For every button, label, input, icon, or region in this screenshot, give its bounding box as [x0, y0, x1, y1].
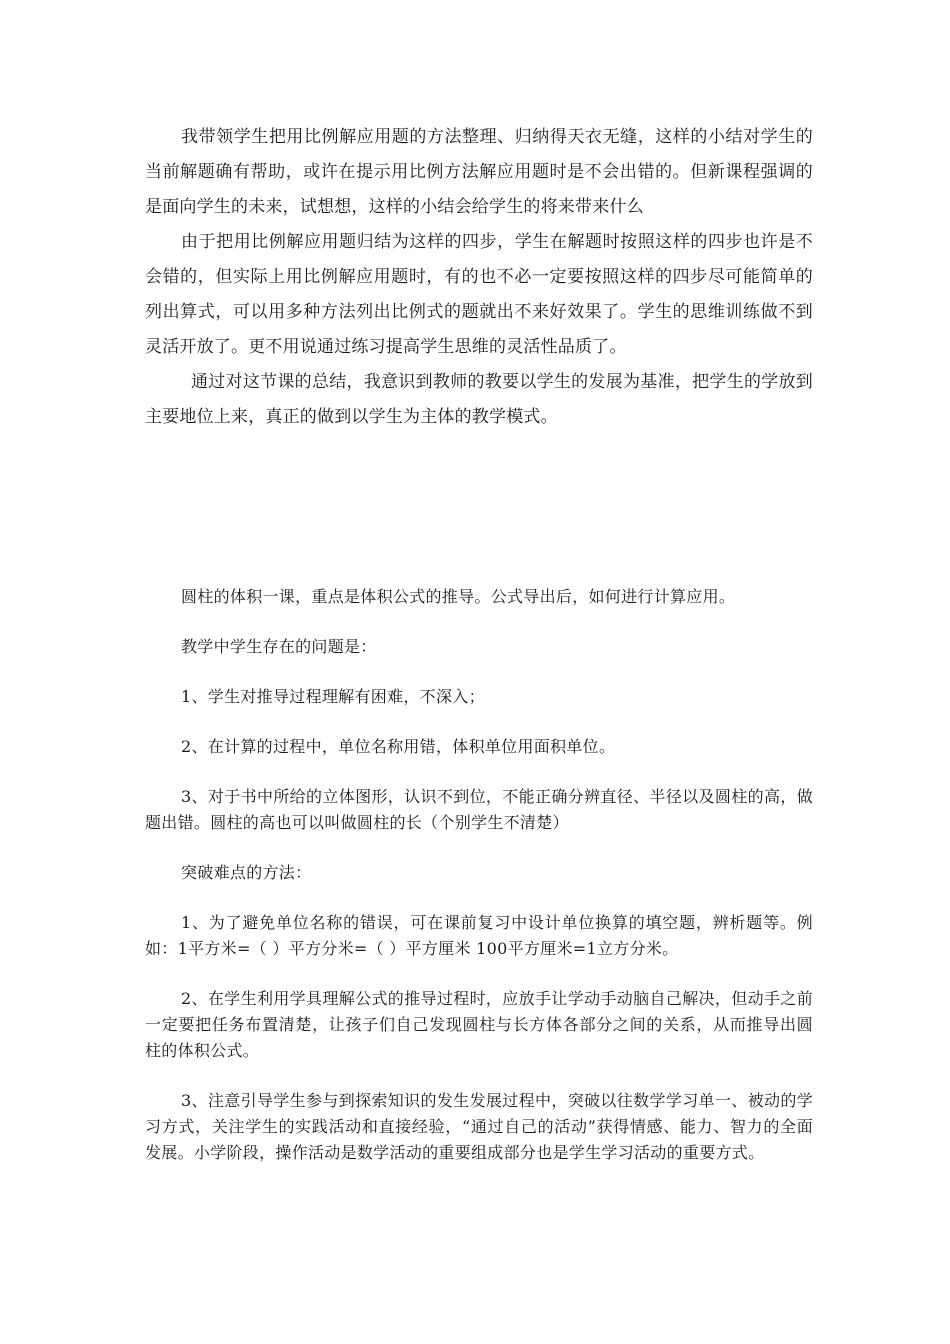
paragraph: [145, 365, 813, 435]
paragraph-text: 1、学生对推导过程理解有困难，不深入；: [181, 687, 485, 706]
paragraph: [145, 634, 813, 660]
paragraph-text: 由于把用比例解应用题归结为这样的四步，学生在解题时按照这样的四步也许是不会错的，但实际上用比例解应用题时，有的也不必一定要按照这样的四步尽可能简单的列出算式，可以用多种方法列出比例式的题就出不来好效果了。学生的思维训练做不到灵活开放了。更不用说通过练习提高学生思维的灵活性品质了。: [145, 232, 813, 357]
reflection-section: [145, 120, 813, 435]
paragraph: [145, 584, 813, 610]
paragraph-text: 3、对于书中所给的立体图形，认识不到位，不能正确分辨直径、半径以及圆柱的高，做题出错。圆柱的高也可以叫做圆柱的长（个别学生不清楚）: [145, 787, 813, 832]
paragraph-text: 突破难点的方法：: [181, 863, 312, 882]
paragraph: [145, 784, 813, 836]
paragraph: [145, 860, 813, 886]
paragraph-text: 我带领学生把用比例解应用题的方法整理、归纳得天衣无缝，这样的小结对学生的当前解题确有帮助，或许在提示用比例方法解应用题时是不会出错的。但新课程强调的是面向学生的未来，试想想，这样的小结会给学生的将来带来什么: [145, 127, 813, 217]
paragraph: [145, 986, 813, 1064]
paragraph-text: 教学中学生存在的问题是：: [181, 637, 377, 656]
paragraph-text: 圆柱的体积一课，重点是体积公式的推导。公式导出后，如何进行计算应用。: [181, 587, 736, 606]
paragraph: [145, 1088, 813, 1166]
cylinder-volume-section: [145, 584, 813, 1190]
paragraph: [145, 910, 813, 962]
paragraph: [145, 684, 813, 710]
paragraph-text: 通过对这节课的总结，我意识到教师的教要以学生的发展为基准，把学生的学放到主要地位上来，真正的做到以学生为主体的教学模式。: [145, 372, 813, 427]
paragraph: [145, 120, 813, 225]
paragraph-text: 3、注意引导学生参与到探索知识的发生发展过程中，突破以往数学学习单一、被动的学习方式，关注学生的实践活动和直接经验，“通过自己的活动”获得情感、能力、智力的全面发展。小学阶段，操作活动是数学活动的重要组成部分也是学生学习活动的重要方式。: [145, 1091, 813, 1162]
paragraph: [145, 734, 813, 760]
paragraph: [145, 225, 813, 365]
paragraph-text: 2、在学生利用学具理解公式的推导过程时，应放手让学动手动脑自己解决，但动手之前一定要把任务布置清楚，让孩子们自己发现圆柱与长方体各部分之间的关系，从而推导出圆柱的体积公式。: [145, 989, 813, 1060]
paragraph-text: 1、为了避免单位名称的错误，可在课前复习中设计单位换算的填空题，辨析题等。例如：1平方米=（ ）平方分米=（ ）平方厘米 100平方厘米=1立方分米。: [145, 913, 813, 958]
paragraph-text: 2、在计算的过程中，单位名称用错，体积单位用面积单位。: [181, 737, 616, 756]
